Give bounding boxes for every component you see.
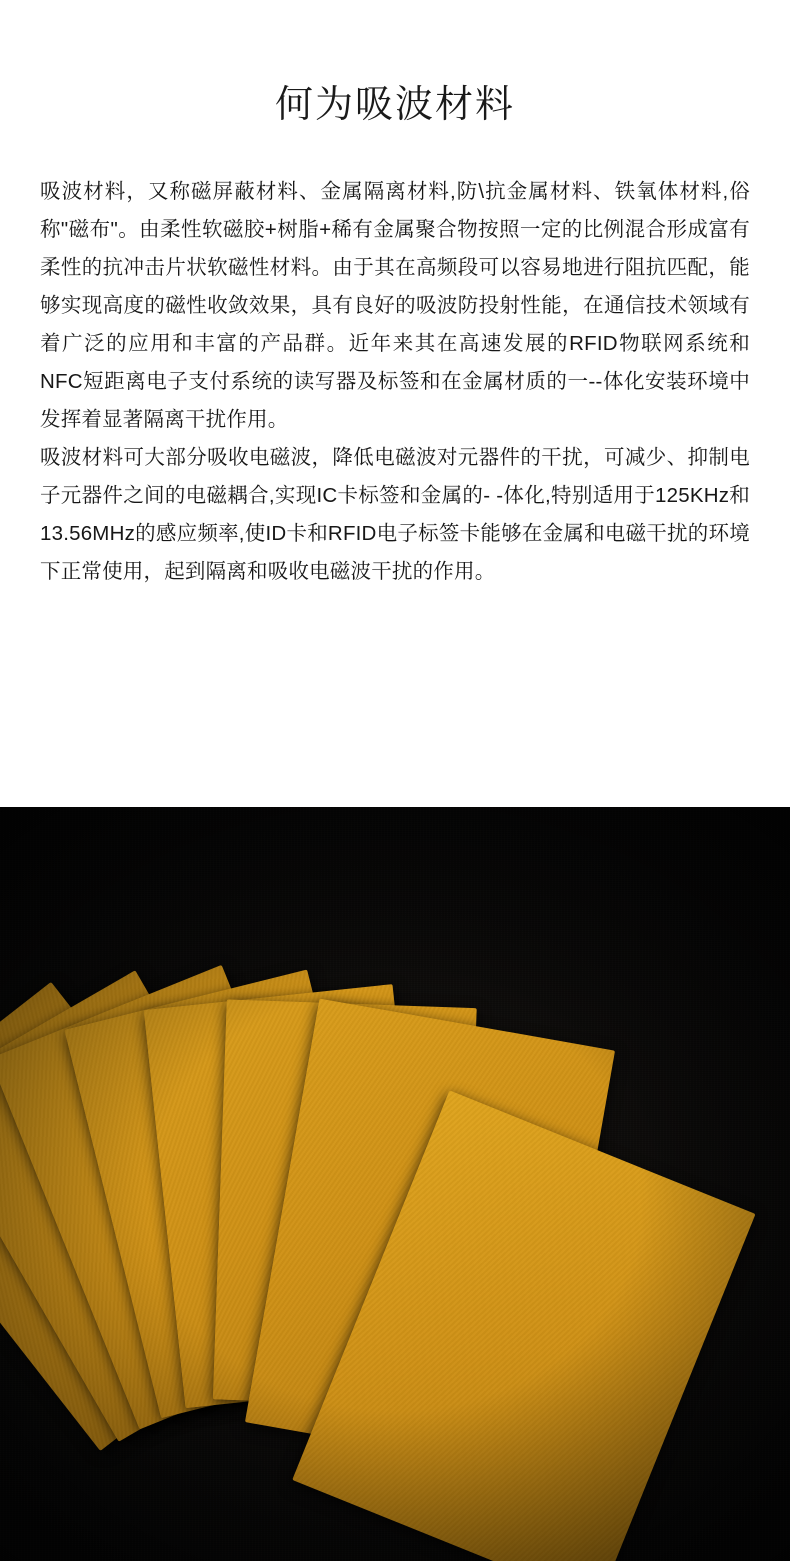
product-detail-page xyxy=(0,25,790,1561)
paragraph-2: 吸波材料可大部分吸收电磁波，降低电磁波对元器件的干扰，可减少、抑制电子元器件之间的电磁耦合,实现IC卡标签和金属的- -体化,特别适用于125KHz和13.56MHz的感应频率,使ID卡和RFID电子标签卡能够在金属和电磁干扰的环境下正常使用，起到隔离和吸收电磁波干扰的作用。 xyxy=(40,445,750,583)
page-title: 何为吸波材料 xyxy=(274,84,515,127)
paragraph-1: 吸波材料，又称磁屏蔽材料、金属隔离材料,防\抗金属材料、铁氧体材料,俗称"磁布"。由柔性软磁胶+树脂+稀有金属聚合物按照一定的比例混合形成富有柔性的抗冲击片状软磁性材料。由于其在高频段可以容易地进行阻抗匹配，能够实现高度的磁性收敛效果，具有良好的吸波防投射性能，在通信技术领域有着广泛的应用和丰富的产品群。近年来其在高速发展的RFID物联网系统和NFC短距离电子支付系统的读写器及标签和在金属材质的一--体化安装环境中发挥着显著隔离干扰作用。 xyxy=(40,179,750,431)
product-photo xyxy=(0,807,790,1561)
description-block xyxy=(0,173,790,591)
absorbing-sheet-stack xyxy=(0,807,790,1561)
